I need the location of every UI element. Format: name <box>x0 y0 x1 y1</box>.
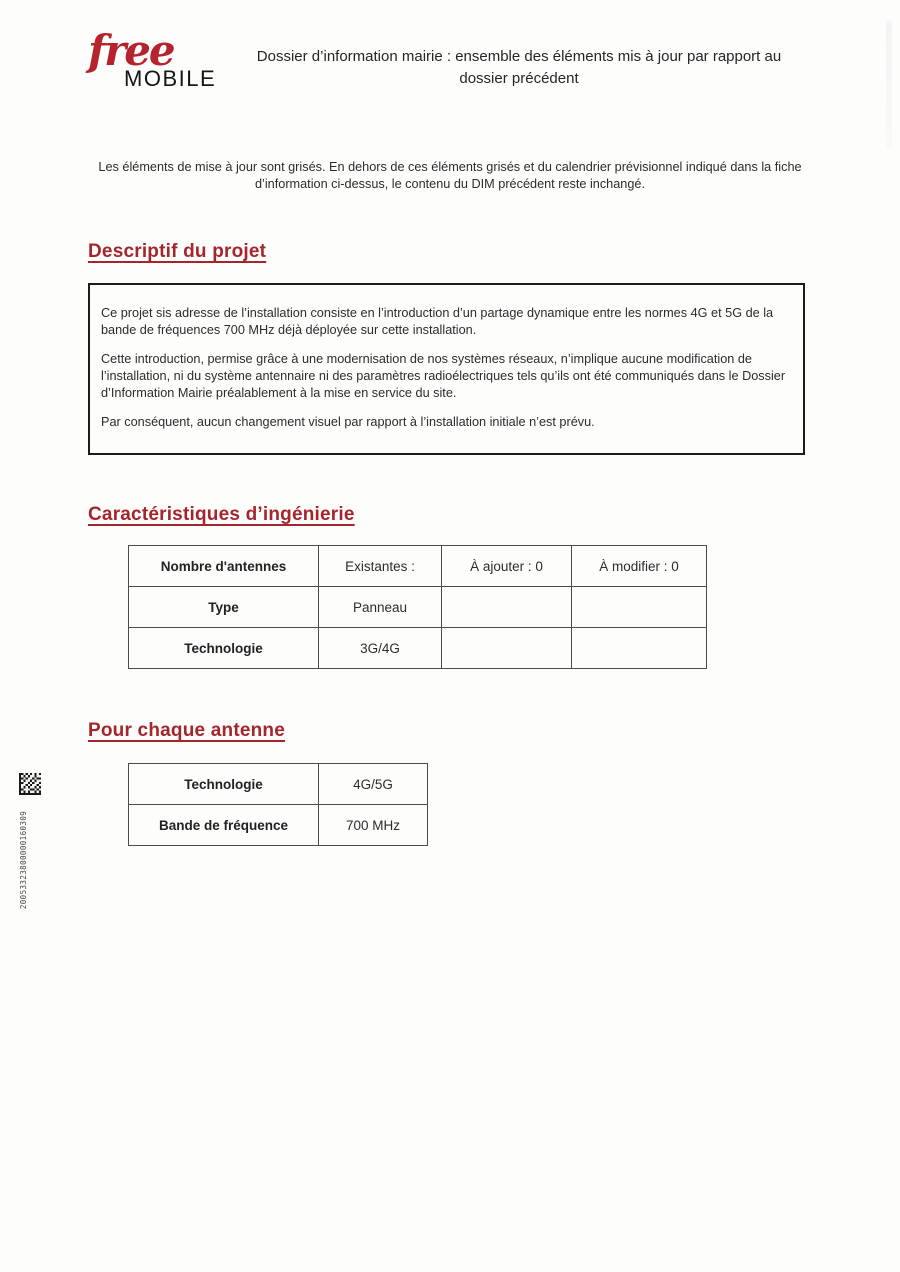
tracking-number: 20053323800000160309 <box>19 810 28 910</box>
table-cell: Type <box>129 587 319 628</box>
intro-note: Les éléments de mise à jour sont grisés. En dehors de ces éléments grisés et du calendrier prévisionnel indiqué dans la fiche d’information ci-dessus, le contenu du DIM précédent reste inchangé. <box>98 160 802 191</box>
table-cell: Technologie <box>129 628 319 669</box>
datamatrix-barcode-icon <box>19 773 41 795</box>
table-cell: Technologie <box>129 764 319 805</box>
table-cell: 4G/5G <box>319 764 428 805</box>
table-row <box>129 764 428 805</box>
section-heading-descriptif: Descriptif du projet <box>88 241 267 262</box>
antenna-table <box>128 763 428 846</box>
table-cell: À modifier : 0 <box>572 546 707 587</box>
engineering-table <box>128 545 707 669</box>
page-title: Dossier d’information mairie : ensemble des éléments mis à jour par rapport au dossier précédent <box>256 48 782 87</box>
table-cell: Nombre d'antennes <box>129 546 319 587</box>
table-row <box>129 628 707 669</box>
free-mobile-logo <box>88 26 228 92</box>
section-heading-ingenierie: Caractéristiques d’ingénierie <box>88 504 355 525</box>
table-cell: 700 MHz <box>319 805 428 846</box>
project-description-box <box>88 283 805 455</box>
table-cell <box>442 587 572 628</box>
description-paragraph: Par conséquent, aucun changement visuel par rapport à l’installation initiale n’est prévu. <box>101 415 595 429</box>
scan-artifact <box>886 20 892 150</box>
table-cell <box>572 628 707 669</box>
table-cell <box>442 628 572 669</box>
table-row <box>129 805 428 846</box>
table-cell: Existantes : <box>319 546 442 587</box>
description-paragraph: Cette introduction, permise grâce à une modernisation de nos systèmes réseaux, n’implique aucune modification de l’installation, ni du système antennaire ni des paramètres radioélectriques tels qu’ils ont été communiqués dans le Dossier d’Information Mairie préalablement à la mise en service du site. <box>101 352 786 400</box>
logo-sub-text: MOBILE <box>124 66 217 91</box>
table-cell: Panneau <box>319 587 442 628</box>
table-row <box>129 546 707 587</box>
section-heading-antenne: Pour chaque antenne <box>88 720 286 741</box>
table-cell <box>572 587 707 628</box>
description-paragraph: Ce projet sis adresse de l’installation consiste en l’introduction d’un partage dynamique entre les normes 4G et 5G de la bande de fréquences 700 MHz déjà déployée sur cette installation. <box>101 306 774 337</box>
logo-brand-text: free <box>88 26 174 75</box>
table-row <box>129 587 707 628</box>
table-cell: À ajouter : 0 <box>442 546 572 587</box>
table-cell: 3G/4G <box>319 628 442 669</box>
table-cell: Bande de fréquence <box>129 805 319 846</box>
